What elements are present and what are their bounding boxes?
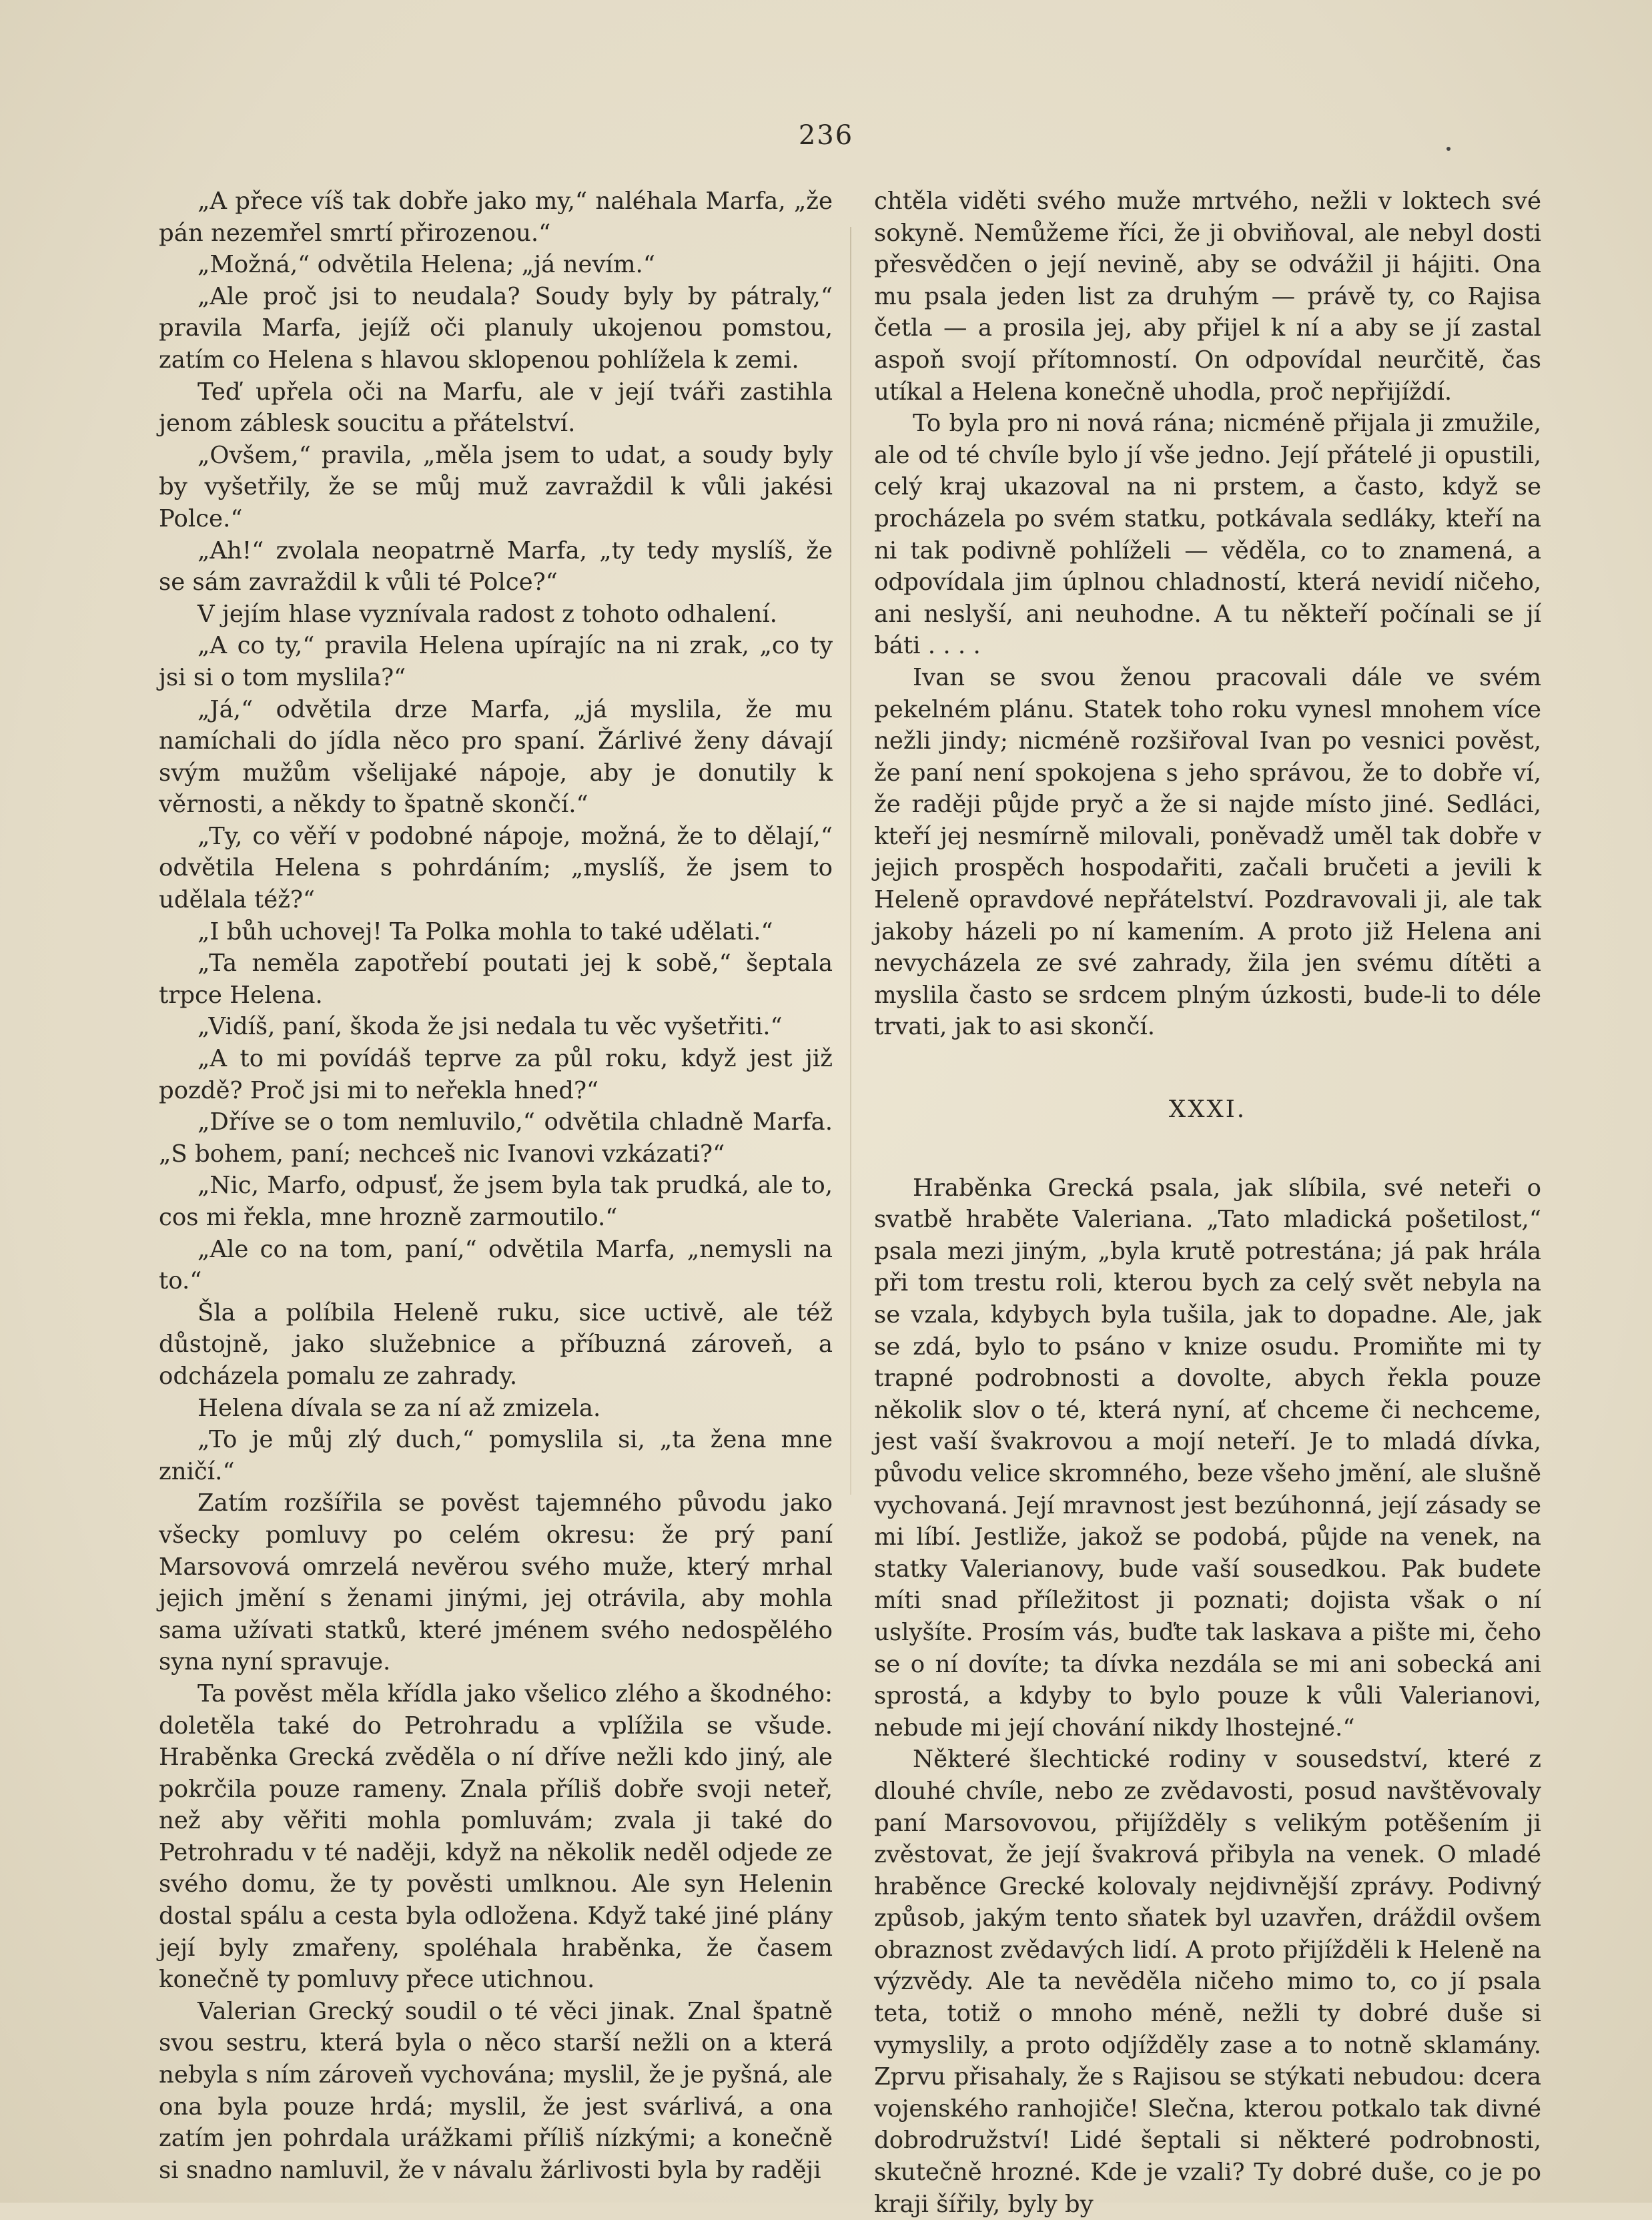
paragraph: V jejím hlase vyznívala radost z tohoto odhalení. bbox=[197, 600, 777, 628]
paragraph: Některé šlechtické rodiny v sousedství, které z dlouhé chvíle, nebo ze zvědavosti, posud navštěvovaly paní Marsovovou, přijížděly s velikým potěšením ji zvěstovat, že její švakrová přibyla na venek. O mladé hraběnce Grecké kolovaly nejdivnější zprávy. Podivný způsob, jakým tento sňatek byl uzavřen, dráždil ovšem obraznost zvědavých lidí. A proto přijížděli k Heleně na výzvědy. Ale ta nevěděla ničeho mimo to, co jí psala teta, totiž o mnoho méně, nežli ty dobré duše si vymyslily, a proto odjížděly zase a to notně sklamány. Zprvu přisahaly, že s Rajisou se stýkati nebudou: dcera vojenského ranhojiče! Slečna, kterou potkalo tak divné dobrodružství! Lidé šeptali si některé podrobnosti, skutečně hrozné. Kde je vzali? Ty dobré duše, co je po kraji šířily, byly by bbox=[874, 1746, 1541, 2218]
paragraph: To byla pro ni nová rána; nicméně přijala ji zmužile, ale od té chvíle bylo jí vše jedno. Její přátelé ji opustili, celý kraj ukazoval na ni prstem, a často, když se procházela po svém statku, potkávala sedláky, kteří na ni tak podivně pohlíželi — věděla, co to znamená, a odpovídala jim úplnou chladností, která nevidí ničeho, ani neslyší, ani neuhodne. A tu někteří počínali se jí báti . . . . bbox=[874, 410, 1541, 660]
paragraph: „Ale proč jsi to neudala? Soudy byly by pátraly,“ pravila Marfa, jejíž oči planuly ukojenou pomstou, zatím co Helena s hlavou sklopenou pohlížela k zemi. bbox=[159, 282, 833, 374]
paragraph: „Možná,“ odvětila Helena; „já nevím.“ bbox=[197, 251, 655, 279]
page-number: 236 bbox=[798, 120, 854, 151]
paragraph: „Nic, Marfo, odpusť, že jsem byla tak prudká, ale to, cos mi řekla, mne hrozně zarmoutilo.“ bbox=[159, 1172, 833, 1231]
paragraph: Helena dívala se za ní až zmizela. bbox=[197, 1394, 601, 1422]
paragraph: „A to mi povídáš teprve za půl roku, když jest již pozdě? Proč jsi mi to neřekla hned?“ bbox=[159, 1045, 833, 1104]
paragraph: Ivan se svou ženou pracovali dále ve svém pekelném plánu. Statek toho roku vynesl mnohem více nežli jindy; nicméně rozšiřoval Ivan po vesnici pověst, že paní není spokojena s jeho správou, že to dobře ví, že raději půjde pryč a že si najde místo jiné. Sedláci, kteří jej nesmírně milovali, poněvadž uměl tak dobře v jejich prospěch hospodařiti, začali bručeti a jevili k Heleně opravdové nepřátelství. Pozdravovali ji, ale tak jakoby házeli po ní kamením. A proto již Helena ani nevycházela ze své zahrady, žila jen svému dítěti a myslila často se srdcem plným úzkosti, bude-li to déle trvati, jak to asi skončí. bbox=[874, 663, 1541, 1041]
paragraph: „Ovšem,“ pravila, „měla jsem to udat, a soudy byly by vyšetřily, že se můj muž zavraždil k vůli jakési Polce.“ bbox=[159, 441, 833, 532]
chapter-heading: XXXI. bbox=[1168, 1096, 1247, 1124]
paragraph: „A co ty,“ pravila Helena upírajíc na ni zrak, „co ty jsi si o tom myslila?“ bbox=[159, 632, 833, 691]
paragraph: Ta pověst měla křídla jako všelico zlého a škodného: doletěla také do Petrohradu a vplížila se všude. Hraběnka Grecká zvěděla o ní dříve nežli kdo jiný, ale pokrčila pouze rameny. Znala příliš dobře svoji neteř, než aby věřiti mohla pomluvám; zvala ji také do Petrohradu v té naději, když na několik neděl odjede ze svého domu, že ty pověsti umlknou. Ale syn Helenin dostal spálu a cesta byla odložena. Když také jiné plány její byly zmařeny, spoléhala hraběnka, že časem konečně ty pomluvy přece utichnou. bbox=[159, 1680, 833, 1994]
paragraph: „Ta neměla zapotřebí poutati jej k sobě,“ šeptala trpce Helena. bbox=[159, 950, 833, 1009]
paragraph: „Vidíš, paní, škoda že jsi nedala tu věc vyšetřiti.“ bbox=[197, 1013, 783, 1041]
ink-speck bbox=[1447, 147, 1451, 151]
column-gutter bbox=[850, 227, 851, 1495]
left-column bbox=[159, 186, 833, 2186]
paragraph: „A přece víš tak dobře jako my,“ naléhala Marfa, „že pán nezemřel smrtí přirozenou.“ bbox=[159, 188, 833, 247]
paragraph: chtěla viděti svého muže mrtvého, nežli v loktech své sokyně. Nemůžeme říci, že ji obviňoval, ale nebyl dosti přesvědčen o její nevině, aby se odvážil ji hájiti. Ona mu psala jeden list za druhým — právě ty, co Rajisa četla — a prosila jej, aby přijel k ní a aby se jí zastal aspoň svojí přítomností. On odpovídal neurčitě, čas utíkal a Helena konečně uhodla, proč nepřijíždí. bbox=[874, 188, 1541, 406]
paragraph: „Já,“ odvětila drze Marfa, „já myslila, že mu namíchali do jídla něco pro spaní. Žárlivé ženy dávají svým mužům všelijaké nápoje, aby je donutily k věrnosti, a někdy to špatně skončí.“ bbox=[159, 695, 833, 819]
paragraph: Hraběnka Grecká psala, jak slíbila, své neteři o svatbě hraběte Valeriana. „Tato mladická pošetilost,“ psala mezi jiným, „byla krutě potrestána; já pak hrála při tom trestu roli, kterou bych za celý svět nebyla na se vzala, kdybych byla tušila, jak to dopadne. Ale, jak se zdá, bylo to psáno v knize osudu. Promiňte mi ty trapné podrobnosti a dovolte, abych řekla pouze několik slov o té, která nyní, ať chceme či nechceme, jest vaší švakrovou a mojí neteří. Je to mladá dívka, původu velice skromného, beze všeho jmění, ale slušně vychovaná. Její mravnost jest bezúhonná, její zásady se mi líbí. Jestliže, jakož se podobá, půjde na venek, na statky Valerianovy, bude vaší sousedkou. Pak budete míti snad příležitost ji poznati; dojista však o ní uslyšíte. Prosím vás, buďte tak laskava a pište mi, čeho se o ní dovíte; ta dívka nezdála se mi ani sobecká ani sprostá, a kdyby to bylo pouze k vůli Valerianovi, nebude mi její chování nikdy lhostejné.“ bbox=[874, 1174, 1541, 1742]
paragraph: „Ah!“ zvolala neopatrně Marfa, „ty tedy myslíš, že se sám zavraždil k vůli té Polce?“ bbox=[159, 536, 833, 597]
paragraph: Šla a políbila Heleně ruku, sice uctivě, ale též důstojně, jako služebnice a příbuzná zároveň, a odcházela pomalu ze zahrady. bbox=[159, 1299, 833, 1390]
paragraph: Teď upřela oči na Marfu, ale v její tváři zastihla jenom záblesk soucitu a přátelství. bbox=[159, 378, 833, 438]
paragraph: Valerian Grecký soudil o té věci jinak. Znal špatně svou sestru, která byla o něco starší nežli on a která nebyla s ním zároveň vychována; myslil, že je pyšná, ale ona byla pouze hrdá; myslil, že jest svárlivá, a ona zatím jen pohrdala urážkami příliš nízkými; a konečně si snadno namluvil, že v návalu žárlivosti byla by raději bbox=[159, 1997, 833, 2184]
paragraph: Zatím rozšířila se pověst tajemného původu jako všecky pomluvy po celém okresu: že prý paní Marsovová omrzelá nevěrou svého muže, který mrhal jejich jmění s ženami jinými, jej otrávila, aby mohla sama užívati statků, které jménem svého nedospělého syna nyní spravuje. bbox=[159, 1489, 833, 1676]
paragraph: „To je můj zlý duch,“ pomyslila si, „ta žena mne zničí.“ bbox=[159, 1426, 833, 1485]
right-column bbox=[874, 186, 1541, 2220]
paragraph: „Ty, co věří v podobné nápoje, možná, že to dělají,“ odvětila Helena s pohrdáním; „myslíš, že jsem to udělala též?“ bbox=[159, 822, 833, 914]
paragraph: „Ale co na tom, paní,“ odvětila Marfa, „nemysli na to.“ bbox=[159, 1235, 833, 1295]
paragraph: „I bůh uchovej! Ta Polka mohla to také udělati.“ bbox=[197, 917, 773, 946]
paragraph: „Dříve se o tom nemluvilo,“ odvětila chladně Marfa. „S bohem, paní; nechceš nic Ivanovi vzkázati?“ bbox=[159, 1108, 833, 1168]
